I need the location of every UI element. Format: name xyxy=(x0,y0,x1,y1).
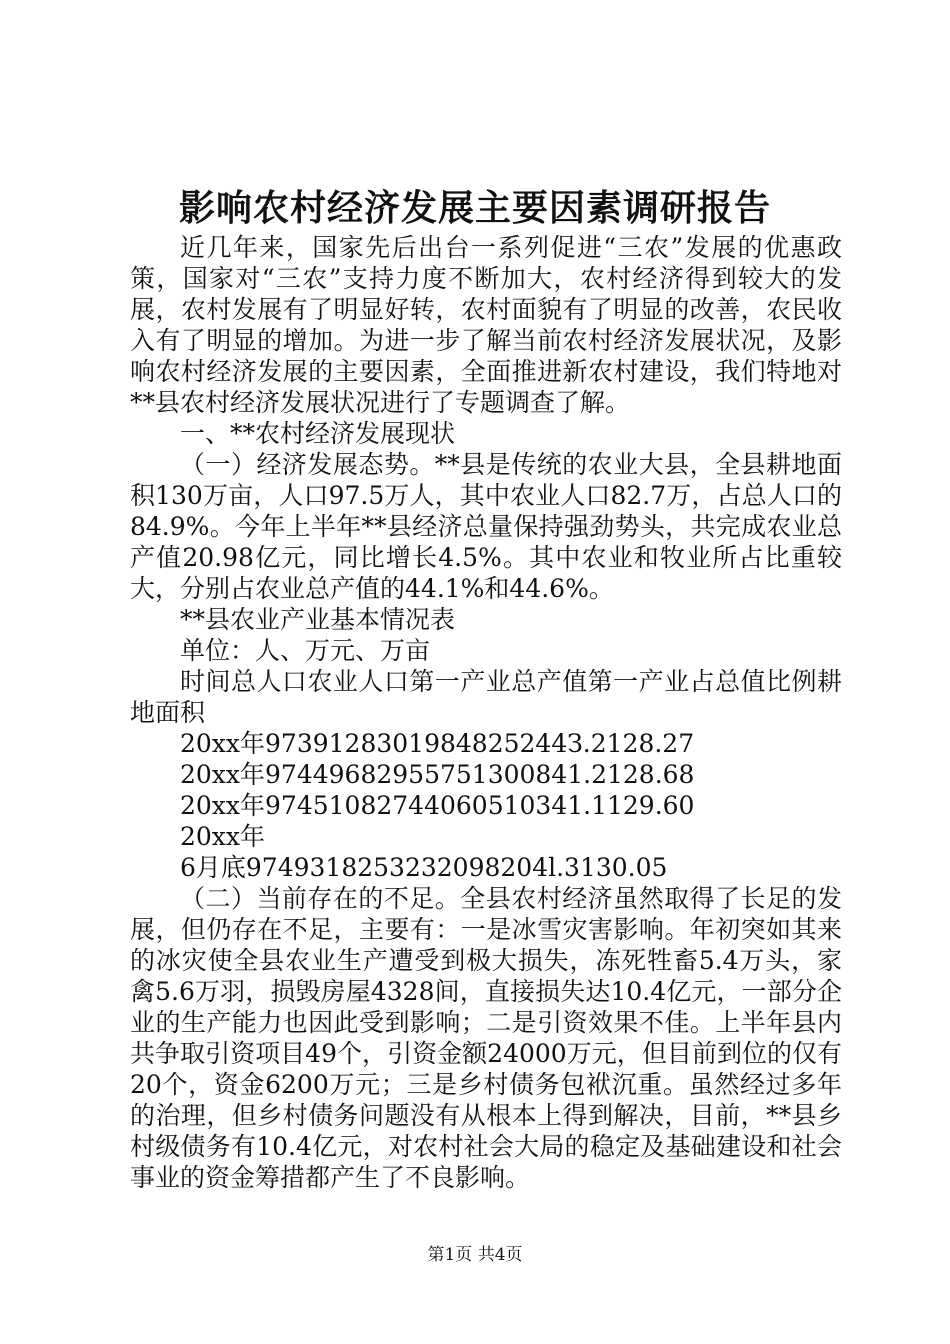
table-row: 20xx年 xyxy=(180,822,266,851)
page-footer: 第1页 共4页 xyxy=(427,1245,523,1265)
table-row: 20xx年97451082744060510341.1129.60 xyxy=(180,791,695,820)
document-title: 影响农村经济发展主要因素调研报告 xyxy=(178,187,771,229)
table-unit: 单位：人、万元、万亩 xyxy=(180,636,431,665)
table-title: **县农业产业基本情况表 xyxy=(180,605,456,634)
intro-paragraph: 近几年来，国家先后出台一系列促进“三农”发展的优惠政策，国家对“三农”支持力度不断加大，农村经济得到较大的发展，农村发展有了明显好转，农村面貌有了明显的改善，农民收入有了明显的增加。为进一步了解当前农村经济发展状况，及影响农村经济发展的主要因素，全面推进新农村建设，我们特地对**县农村经济发展状况进行了专题调查了解。 xyxy=(130,233,842,417)
table-header-row: 时间总人口农业人口第一产业总产值第一产业占总值比例耕地面积 xyxy=(130,667,842,727)
section-heading-1: 一、**农村经济发展现状 xyxy=(180,419,456,448)
shortcomings-paragraph: （二）当前存在的不足。全县农村经济虽然取得了长足的发展，但仍存在不足，主要有：一是冰雪灾害影响。年初突如其来的冰灾使全县农业生产遭受到极大损失，冻死牲畜5.4万头，家禽5.6万羽，损毁房屋4328间，直接损失达10.4亿元，一部分企业的生产能力也因此受到影响；二是引资效果不佳。上半年县内共争取引资项目49个，引资金额24000万元，但目前到位的仅有20个，资金6200万元；三是乡村债务包袱沉重。虽然经过多年的治理，但乡村债务问题没有从根本上得到解决，目前，**县乡村级债务有10.4亿元，对农村社会大局的稳定及基础建设和社会事业的资金筹措都产生了不良影响。 xyxy=(130,884,842,1192)
economic-trend-paragraph: （一）经济发展态势。**县是传统的农业大县，全县耕地面积130万亩，人口97.5万人，其中农业人口82.7万，占总人口的84.9%。今年上半年**县经济总量保持强劲势头，共完成农业总产值20.98亿元，同比增长4.5%。其中农业和牧业所占比重较大，分别占农业总产值的44.1%和44.6%。 xyxy=(130,450,842,603)
document-body xyxy=(130,232,842,1193)
table-row: 6月底9749318253232098204l.3130.05 xyxy=(180,853,668,882)
table-row: 20xx年97449682955751300841.2128.68 xyxy=(180,760,695,789)
table-row: 20xx年9739128301984825244З.2128.27 xyxy=(180,729,695,758)
